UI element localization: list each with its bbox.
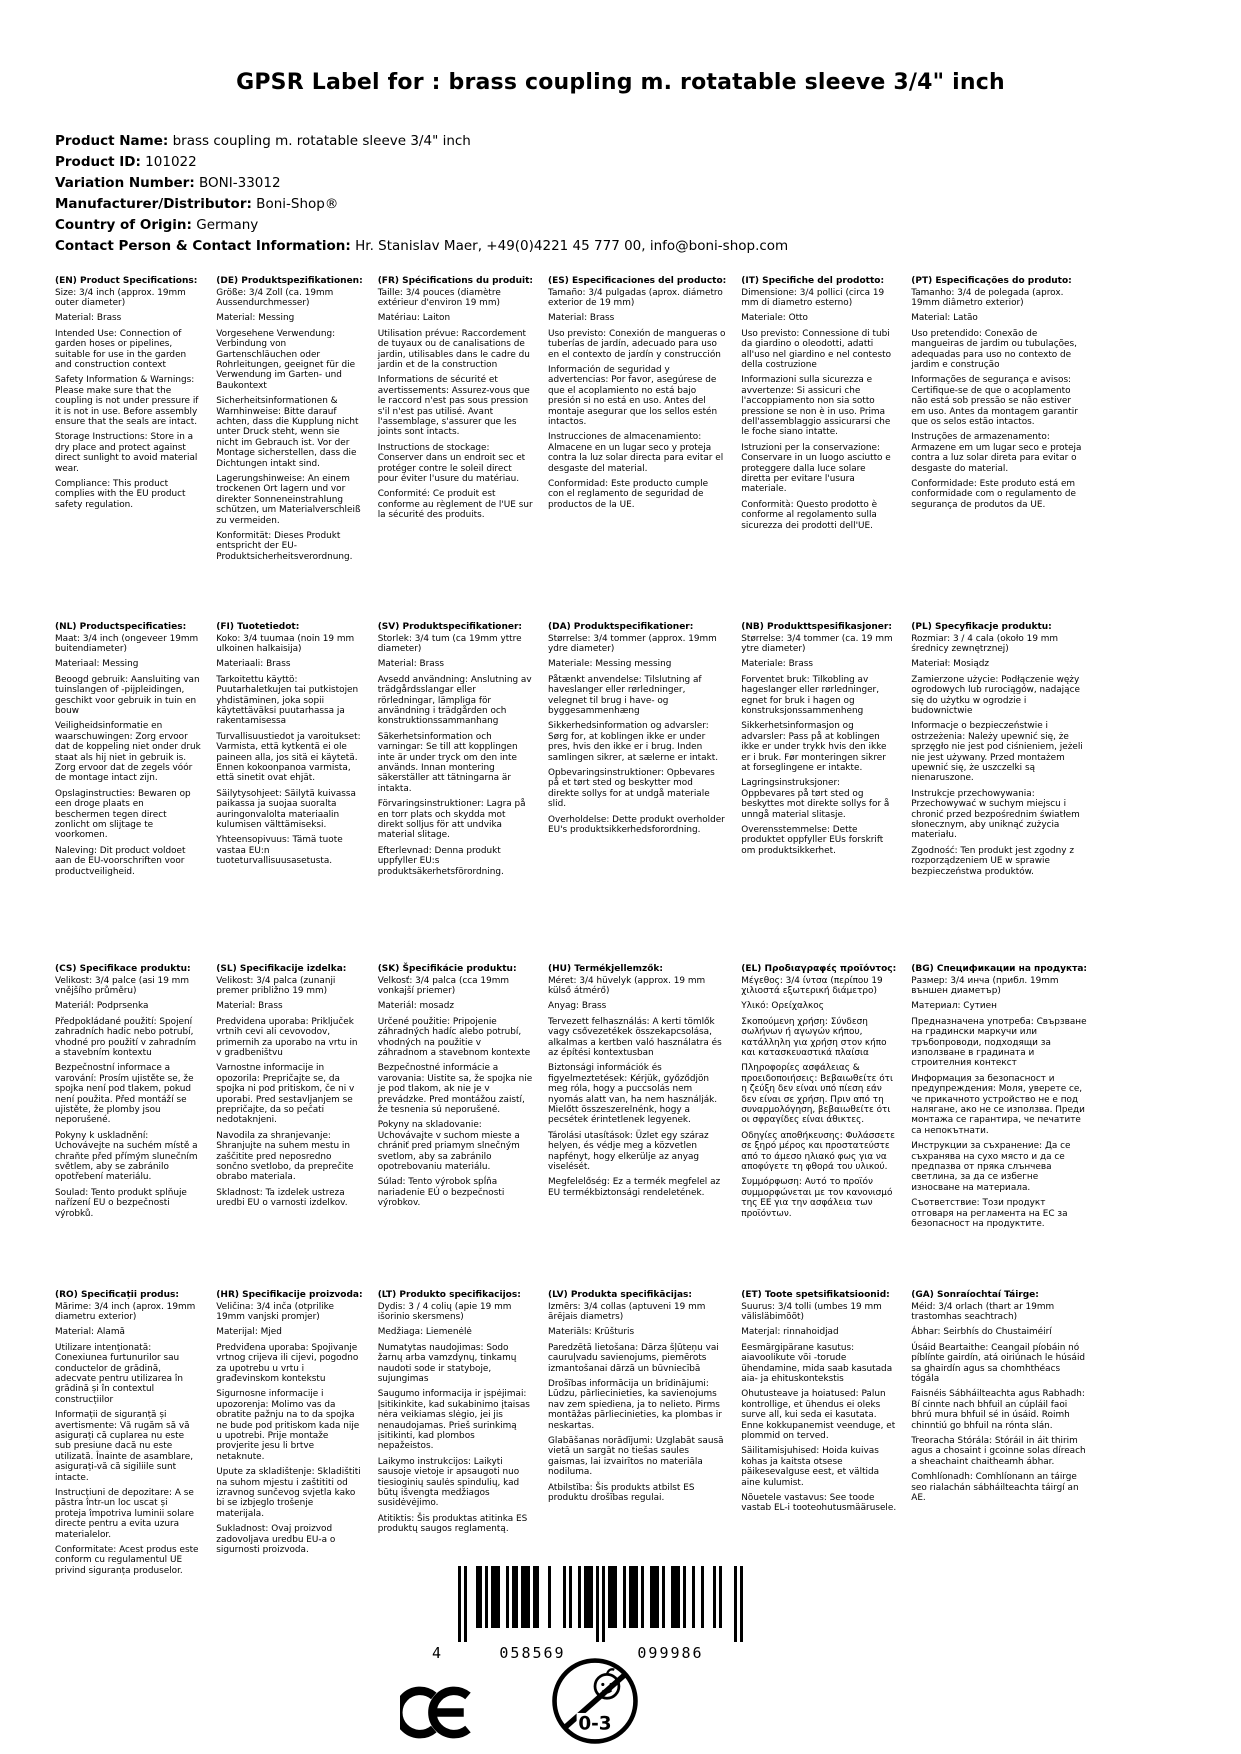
spec-paragraph: Sigurnosne informacije i upozorenja: Molimo vas da obratite pažnju na to da spojka ne bude pod pritiskom kada nije u upotrebi. Prije montaže provjerite jesu li brtve netaknute. xyxy=(216,1389,360,1462)
spec-paragraph: Instrucțiuni de depozitare: A se păstra într-un loc uscat și proteja împotriva luminii solare directe pentru a evita uzura materialelor. xyxy=(55,1488,194,1540)
spec-paragraph: Materiale: Brass xyxy=(741,659,814,670)
product-info-row xyxy=(55,152,788,173)
spec-paragraph: Drošības informācija un brīdinājumi: Lūdzu, pārliecinieties, ka savienojums nav zem spiediena, ja to nelieto. Pirms montāžas pārliecinieties, ka plombas ir neskartas. xyxy=(548,1378,722,1431)
product-info-value: Hr. Stanislav Maer, +49(0)4221 45 777 00, info@boni-shop.com xyxy=(350,238,789,254)
spec-paragraph: Materiał: Mosiądz xyxy=(911,659,990,670)
spec-paragraph: Uso previsto: Conexión de mangueras o tuberías de jardín, adecuado para uso en el contexto de jardín y construcción xyxy=(548,328,726,360)
spec-paragraph: Mărime: 3/4 inch (aprox. 19mm diametru exterior) xyxy=(55,1301,196,1322)
spec-paragraph: Bezpečnostní informace a varování: Prosím ujistěte se, že spojka není pod tlakem, pokud není použita. Před montáží se ujistěte, že plomby jsou neporušené. xyxy=(55,1063,194,1126)
spec-paragraph: Matériau: Laiton xyxy=(377,313,451,324)
spec-paragraph: Konformität: Dieses Produkt entspricht der EU-Produktsicherheitsverordnung. xyxy=(216,531,353,562)
spec-paragraph: Faisnéis Sábháilteachta agus Rabhadh: Bí cinnte nach bhfuil an cúpláil faoi bhrú mura bhfuil sé in úsáid. Roimh chinntiú go bhfuil na rónta slán. xyxy=(911,1389,1085,1431)
product-info-row xyxy=(55,215,788,236)
spec-paragraph: Velkosť: 3/4 palca (cca 19mm vonkajší priemer) xyxy=(377,975,510,996)
spec-paragraph: Saugumo informacija ir įspėjimai: Įsitikinkite, kad sukabinimo įtaisas nėra veikiamas slėgio, jei jis nenaudojamas. Prieš surinkimą įsitikinti, kad plombos nepažeistos. xyxy=(377,1389,530,1452)
spec-paragraph: Turvallisuustiedot ja varoitukset: Varmista, että kytkentä ei ole paineen alla, jos sitä ei käytetä. Ennen kokoonpanoa varmista, että sinetit ovat ehjät. xyxy=(216,731,361,784)
product-info-label: Variation Number: xyxy=(55,175,195,191)
spec-paragraph: Sikkerhedsinformation og advarsler: Sørg for, at koblingen ikke er under pres, hvis den ikke er i brug. Inden samlingen sikrer, at sælerne er intakt. xyxy=(548,721,719,763)
spec-paragraph: Predvidena uporaba: Priključek vrtnih cevi ali cevovodov, primernih za uporabo na vrtu in v gradbeništvu xyxy=(216,1016,358,1058)
spec-paragraph: Avsedd användning: Anslutning av trädgårdsslangar eller rörledningar, lämpliga för användning i trädgården och konstruktionssammanhang xyxy=(377,674,532,727)
spec-paragraph: Instructions de stockage: Conserver dans un endroit sec et protéger contre le soleil direct pour éviter l'usure du matériau. xyxy=(377,442,526,485)
spec-paragraph: Størrelse: 3/4 tommer (approx. 19mm ydre diameter) xyxy=(548,633,717,654)
spec-paragraph: Съответствие: Този продукт отговаря на регламента на ЕС за безопасност на продуктите. xyxy=(911,1198,1068,1230)
spec-paragraph: Υλικό: Ορείχαλκος xyxy=(741,1001,824,1012)
spec-paragraph: Material: Messing xyxy=(216,313,295,324)
product-info-value: Germany xyxy=(191,217,259,233)
spec-paragraph: Conformità: Questo prodotto è conforme al regolamento sulla sicurezza dei prodotti dell'UE. xyxy=(741,499,878,531)
spec-paragraph: Instrukcje przechowywania: Przechowywać w suchym miejscu i chronić przed bezpośrednim światłem słonecznym, aby uniknąć zużycia materiału. xyxy=(911,788,1080,841)
spec-paragraph: Atbilstība: Šis produkts atbilst ES produktu drošības regulai. xyxy=(548,1482,695,1504)
lang-heading: (LV) Produkta specifikācijas: xyxy=(548,1290,692,1300)
lang-block-ro xyxy=(55,1290,201,1581)
lang-heading: (BG) Спецификации на продукта: xyxy=(911,964,1087,974)
spec-paragraph: Veličina: 3/4 inča (otprilike 19mm vanjski promjer) xyxy=(216,1301,334,1322)
spec-paragraph: Storage Instructions: Store in a dry place and protect against direct sunlight to avoid material wear. xyxy=(55,432,198,474)
lang-heading: (PT) Especificações do produto: xyxy=(911,276,1072,286)
spec-paragraph: Μέγεθος: 3/4 ίντσα (περίπου 19 χιλιοστά εξωτερική διάμετρο) xyxy=(741,975,883,996)
lang-heading: (FI) Tuotetiedot: xyxy=(216,622,300,632)
lang-heading: (CS) Specifikace produktu: xyxy=(55,964,191,974)
spec-paragraph: Größe: 3/4 Zoll (ca. 19mm Aussendurchmesser) xyxy=(216,287,334,308)
product-info-label: Product Name: xyxy=(55,133,169,149)
spec-paragraph: Conformité: Ce produit est conforme au règlement de l'UE sur la sécurité des produits. xyxy=(377,489,533,521)
spec-paragraph: Tárolási utasítások: Üzlet egy száraz helyen, és védje meg a közvetlen napfényt, hogy elkerülje az anyag viselését. xyxy=(548,1130,709,1173)
language-specs-grid xyxy=(55,276,1087,1581)
spec-paragraph: Safety Information & Warnings: Please make sure that the coupling is not under pressure if it is not in use. Before assembly ensure that the seals are intact. xyxy=(55,375,199,427)
spec-paragraph: Materjal: rinnahoidjad xyxy=(741,1327,839,1338)
product-info-label: Manufacturer/Distributor: xyxy=(55,196,252,212)
lang-block-it xyxy=(741,276,896,622)
spec-paragraph: Materiál: Podprsenka xyxy=(55,1001,149,1012)
spec-paragraph: Информация за безопасност и предупреждения: Моля, уверете се, че прикачното устройство не е под налягане, ако не се използва. Преди монтажа се гарантира, че печатите са непокътнати. xyxy=(911,1073,1085,1136)
spec-paragraph: Material: Brass xyxy=(377,659,444,670)
spec-paragraph: Utilizare intenționată: Conexiunea furtunurilor sau conductelor de grădină, adecvate pentru utilizarea în grădină și în contextul construcțiilor xyxy=(55,1342,184,1405)
ce-mark-icon xyxy=(400,1684,474,1745)
spec-paragraph: Materijal: Mjed xyxy=(216,1327,282,1338)
spec-paragraph: Atitiktis: Šis produktas atitinka ES produktų saugos reglamentą. xyxy=(377,1513,528,1535)
spec-paragraph: Bezpečnostné informácie a varovania: Uistite sa, že spojka nie je pod tlakom, ak nie je v prevádzke. Pred montážou zaistí, že tesnenia sú neporušené. xyxy=(377,1063,533,1115)
lang-block-da xyxy=(548,622,726,964)
spec-paragraph: Tervezett felhasználás: A kerti tömlők vagy csővezetékek összekapcsolása, alkalmas a kertben való használatra és az építési kontextusban xyxy=(548,1016,722,1058)
lang-block-sk xyxy=(378,964,533,1290)
lang-block-en xyxy=(55,276,201,622)
spec-paragraph: Οδηγίες αποθήκευσης: Φυλάσσετε σε ξηρό μέρος και προστατεύστε από το άμεσο ηλιακό φως για να αποφύγετε τη φθορά του υλικού. xyxy=(741,1130,895,1173)
barcode-first-digit: 4 xyxy=(432,1644,442,1662)
spec-paragraph: Materiale: Otto xyxy=(741,313,808,324)
spec-paragraph: Istruzioni per la conservazione: Conservare in un luogo asciutto e proteggere dalla luce solare diretta per evitare l'usura materiale. xyxy=(741,442,891,495)
lang-block-es xyxy=(548,276,726,622)
spec-paragraph: Varnostne informacije in opozorila: Prepričajte se, da spojka ni pod pritiskom, če ni v uporabi. Pred sestavljanjem se prepričajte, da so pečati nedotaknjeni. xyxy=(216,1063,355,1126)
lang-block-fi xyxy=(216,622,362,964)
spec-paragraph: Méid: 3/4 orlach (thart ar 19mm trastomhas seachtrach) xyxy=(911,1301,1055,1322)
spec-paragraph: Určené použitie: Pripojenie záhradných hadíc alebo potrubí, vhodných na použitie v záhradnom a stavebnom kontexte xyxy=(377,1016,531,1058)
spec-paragraph: Predviđena uporaba: Spojivanje vrtnog crijeva ili cijevi, pogodno za upotrebu u vrtu i građevinskom kontekstu xyxy=(216,1342,359,1384)
lang-heading: (LT) Produkto specifikacijos: xyxy=(377,1290,521,1300)
lang-block-nl xyxy=(55,622,201,964)
spec-paragraph: Velikost: 3/4 palca (zunanji premer približno 19 mm) xyxy=(216,975,336,996)
lang-block-hr xyxy=(216,1290,362,1581)
spec-paragraph: Megfelelőség: Ez a termék megfelel az EU termékbiztonsági rendeletének. xyxy=(548,1177,721,1198)
spec-paragraph: Velikost: 3/4 palce (asi 19 mm vnějšího průměru) xyxy=(55,975,189,996)
lang-heading: (NL) Productspecificaties: xyxy=(55,622,187,632)
lang-heading: (HU) Termékjellemzők: xyxy=(548,964,664,974)
spec-paragraph: Sicherheitsinformationen & Warnhinweise: Bitte darauf achten, dass die Kupplung nicht unter Druck steht, wenn sie nicht im Gebrauch ist. Vor der Montage sicherstellen, dass die Dichtungen intakt sind. xyxy=(216,396,359,469)
lang-block-el xyxy=(741,964,896,1290)
spec-paragraph: Glabāšanas norādījumi: Uzglabāt sausā vietā un sargāt no tiešas saules gaismas, lai izvairītos no materiāla nodiluma. xyxy=(548,1435,724,1478)
spec-paragraph: Nõuetele vastavus: See toode vastab EL-i tooteohutusmäärusele. xyxy=(741,1493,897,1514)
spec-paragraph: Beoogd gebruik: Aansluiting van tuinslangen of -pijpleidingen, geschikt voor gebruik in tuin en bouw xyxy=(55,674,200,716)
spec-paragraph: Материал: Сутиен xyxy=(911,1001,997,1012)
product-info-row xyxy=(55,236,788,257)
spec-paragraph: Soulad: Tento produkt splňuje nařízení EU o bezpečnosti výrobků. xyxy=(55,1187,187,1219)
spec-paragraph: Koko: 3/4 tuumaa (noin 19 mm ulkoinen halkaisija) xyxy=(216,633,355,654)
barcode-bars-icon xyxy=(458,1566,743,1642)
spec-paragraph: Πληροφορίες ασφάλειας & προειδοποιήσεις: Βεβαιωθείτε ότι η ζεύξη δεν είναι υπό πίεση εάν δεν είναι σε χρήση. Πριν από τη συναρμολόγηση, βεβαιωθείτε ότι οι σφραγίδες είναι άθικτες. xyxy=(741,1063,893,1126)
spec-paragraph: Forventet bruk: Tilkobling av hageslanger eller rørledninger, egnet for bruk i hagen og konstruksjonssammenheng xyxy=(741,674,880,716)
spec-paragraph: Pokyny k uskladnění: Uchovávejte na suchém místě a chraňte před přímým slunečním světlem, aby se zabránilo opotřebení materiálu. xyxy=(55,1130,198,1183)
spec-paragraph: Dimensione: 3/4 pollici (circa 19 mm di diametro esterno) xyxy=(741,287,885,308)
spec-paragraph: Veiligheidsinformatie en waarschuwingen: Zorg ervoor dat de koppeling niet onder druk staat als hij niet in gebruik is. Zorg ervoor dat de zegels vóór de montage intact zijn. xyxy=(55,721,201,784)
spec-paragraph: Utilisation prévue: Raccordement de tuyaux ou de canalisations de jardin, utilisables dans le cadre du jardin et de la construction xyxy=(377,328,530,370)
lang-block-et xyxy=(741,1290,896,1581)
spec-paragraph: Rozmiar: 3 / 4 cala (około 19 mm średnicy zewnętrznej) xyxy=(911,633,1059,654)
spec-paragraph: Laikymo instrukcijos: Laikyti sausoje vietoje ir apsaugoti nuo tiesioginių saulės spindulių, kad būtų išvengta medžiagos susidėvėjimo. xyxy=(377,1456,520,1509)
page-title: GPSR Label for : brass coupling m. rotatable sleeve 3/4" inch xyxy=(236,70,1005,95)
product-info-row xyxy=(55,131,788,152)
spec-paragraph: Påtænkt anvendelse: Tilslutning af haveslanger eller rørledninger, velegnet til brug i have- og byggesammenhæng xyxy=(548,674,702,716)
lang-heading: (SL) Specifikacije izdelka: xyxy=(216,964,347,974)
spec-paragraph: Opslaginstructies: Bewaren op een droge plaats en beschermen tegen direct zonlicht om slijtage te voorkomen. xyxy=(55,788,191,841)
spec-paragraph: Upute za skladištenje: Skladištiti na suhom mjestu i zaštititi od izravnog sunčevog svjetla kako bi se izbjeglo trošenje materijala. xyxy=(216,1467,361,1519)
spec-paragraph: Lagerungshinweise: An einem trockenen Ort lagern und vor direkter Sonneneinstrahlung schützen, um Materialverschleiß zu vermeiden. xyxy=(216,474,361,526)
spec-paragraph: Overholdelse: Dette produkt overholder EU's produktsikkerhedsforordning. xyxy=(548,814,725,836)
spec-paragraph: Size: 3/4 inch (approx. 19mm outer diameter) xyxy=(55,287,186,308)
spec-paragraph: Materiale: Messing messing xyxy=(548,659,672,670)
spec-paragraph: Instrucciones de almacenamiento: Almacene en un lugar seco y proteja contra la luz solar directa para evitar el desgaste del material. xyxy=(548,432,724,474)
spec-paragraph: Materiāls: Krūšturis xyxy=(548,1327,635,1338)
spec-paragraph: Material: Brass xyxy=(216,1001,283,1012)
product-info-row xyxy=(55,194,788,215)
spec-paragraph: Eesmärgipärane kasutus: aiavoolikute või -torude ühendamine, mida saab kasutada aia- ja ehituskontekstis xyxy=(741,1342,893,1384)
spec-paragraph: Paredzētā lietošana: Dārza šļūteņu vai cauruļvadu savienojums, piemērots izmantošanai dārzā un būvniecībā xyxy=(548,1342,719,1374)
spec-paragraph: Conformidad: Este producto cumple con el reglamento de seguridad de productos de la UE. xyxy=(548,479,709,510)
spec-paragraph: Informazioni sulla sicurezza e avvertenze: Si assicuri che l'accoppiamento non sia sotto pressione se non è in uso. Prima dell'assemblaggio assicurarsi che le foche siano intatte. xyxy=(741,375,891,438)
spec-paragraph: Sikkerhetsinformasjon og advarsler: Pass på at koblingen ikke er under trykk hvis den ikke er i bruk. Før monteringen sikrer at forseglingene er intakte. xyxy=(741,721,887,773)
lang-heading: (IT) Specifiche del prodotto: xyxy=(741,276,885,286)
spec-paragraph: Compliance: This product complies with the EU product safety regulation. xyxy=(55,479,186,510)
spec-paragraph: Información de seguridad y advertencias: Por favor, asegúrese de que el acoplamiento no está bajo presión si no está en uso. Antes del montaje asegurar que los sellos estén intactos. xyxy=(548,364,718,427)
spec-paragraph: Navodila za shranjevanje: Shranjujte na suhem mestu in zaščitite pred neposredno sončno svetlobo, da preprečite obrabo materiala. xyxy=(216,1130,354,1183)
lang-block-sv xyxy=(378,622,533,964)
spec-paragraph: Úsáid Beartaithe: Ceangail píobáin nó píblínte gairdín, atá oiriúnach le húsáid sa ghairdín agus sa chomhthéacs tógála xyxy=(911,1342,1086,1384)
lang-block-sl xyxy=(216,964,362,1290)
lang-block-de xyxy=(216,276,362,622)
lang-block-ga xyxy=(911,1290,1087,1581)
product-info-value: Boni-Shop® xyxy=(251,196,339,212)
spec-paragraph: Instruções de armazenamento: Armazene em um lugar seco e proteja contra a luz solar direta para evitar o desgaste do material. xyxy=(911,432,1082,474)
spec-paragraph: Storlek: 3/4 tum (ca 19mm yttre diameter) xyxy=(377,633,522,654)
spec-paragraph: Vorgesehene Verwendung: Verbindung von Gartenschläuchen oder Rohrleitungen, geeignet für die Verwendung im Garten- und Baukontext xyxy=(216,328,356,391)
lang-heading: (HR) Specifikacije proizvoda: xyxy=(216,1290,363,1300)
spec-paragraph: Naleving: Dit product voldoet aan de EU-voorschriften voor productveiligheid. xyxy=(55,845,186,877)
product-info-label: Contact Person & Contact Information: xyxy=(55,238,351,254)
spec-paragraph: Dydis: 3 / 4 colių (apie 19 mm išorinio skersmens) xyxy=(377,1301,512,1322)
spec-paragraph: Zamierzone użycie: Podłączenie węży ogrodowych lub rurociągów, nadające się do użytku w ogrodzie i budownictwie xyxy=(911,674,1080,716)
spec-paragraph: Skladnost: Ta izdelek ustreza uredbi EU o varnosti izdelkov. xyxy=(216,1187,348,1209)
lang-heading: (EN) Product Specifications: xyxy=(55,276,198,286)
lang-heading: (SV) Produktspecifikationer: xyxy=(377,622,523,632)
spec-paragraph: Säkerhetsinformation och varningar: Se till att kopplingen inte är under tryck om den inte används. Innan montering säkerställer att tätningarna är intakta. xyxy=(377,731,518,794)
spec-paragraph: Συμμόρφωση: Αυτό το προϊόν συμμορφώνεται με τον κανονισμό της ΕΕ για την ασφάλεια των προϊόντων. xyxy=(741,1177,893,1219)
spec-paragraph: Opbevaringsinstruktioner: Opbevares på et tørt sted og beskytter mod direkte sollys for at undgå materiale slid. xyxy=(548,767,715,810)
lang-heading: (DA) Produktspecifikationer: xyxy=(548,622,694,632)
spec-paragraph: Anyag: Brass xyxy=(548,1001,607,1012)
spec-paragraph: Förvaringsinstruktioner: Lagra på en torr plats och skydda mot direkt solljus för att undvika material slitage. xyxy=(377,799,526,841)
spec-paragraph: Maat: 3/4 inch (ongeveer 19mm buitendiameter) xyxy=(55,633,199,654)
spec-paragraph: Säilytysohjeet: Säilytä kuivassa paikassa ja suojaa suoralta auringonvalolta materiaalin kulumisen välttämiseksi. xyxy=(216,788,356,831)
spec-paragraph: Overensstemmelse: Dette produktet oppfyller EUs forskrift om produktsikkerhet. xyxy=(741,825,884,856)
lang-heading: (ET) Toote spetsifikatsioonid: xyxy=(741,1290,890,1300)
spec-paragraph: Uso previsto: Connessione di tubi da giardino o oleodotti, adatti all'uso nel giardino e nel contesto della costruzione xyxy=(741,328,892,370)
spec-paragraph: Предназначена употреба: Свързване на градински маркучи или тръбопроводи, подходящи за използване в градината и строителния контекст xyxy=(911,1016,1087,1069)
spec-paragraph: Súlad: Tento výrobok spĺňa nariadenie EÚ o bezpečnosti výrobkov. xyxy=(377,1177,505,1209)
spec-paragraph: Comhlíonadh: Comhlíonann an táirge seo rialachán sábháilteachta táirgí an AE. xyxy=(911,1472,1079,1504)
spec-paragraph: Taille: 3/4 pouces (diamètre extérieur d'environ 19 mm) xyxy=(377,287,501,308)
product-info-row xyxy=(55,173,788,194)
lang-heading: (DE) Produktspezifikationen: xyxy=(216,276,363,286)
spec-paragraph: Intended Use: Connection of garden hoses or pipelines, suitable for use in the garden and construction context xyxy=(55,328,187,370)
lang-block-nb xyxy=(741,622,896,964)
spec-paragraph: Méret: 3/4 hüvelyk (approx. 19 mm külső átmérő) xyxy=(548,975,706,996)
spec-paragraph: Material: Alamă xyxy=(55,1327,125,1338)
spec-paragraph: Informações de segurança e avisos: Certifique-se de que o acoplamento não está sob pressão se não estiver em uso. Antes da montagem garantir que os selos estão intactos. xyxy=(911,375,1078,427)
barcode-group-2: 099986 xyxy=(637,1644,704,1662)
lang-heading: (GA) Sonraíochtaí Táirge: xyxy=(911,1290,1039,1300)
lang-heading: (RO) Specificații produs: xyxy=(55,1290,179,1300)
spec-paragraph: Materiál: mosadz xyxy=(377,1001,454,1012)
lang-block-cs xyxy=(55,964,201,1290)
lang-heading: (ES) Especificaciones del producto: xyxy=(548,276,727,286)
product-info-value: brass coupling m. rotatable sleeve 3/4" inch xyxy=(168,133,471,149)
spec-paragraph: Ohutusteave ja hoiatused: Palun kontrollige, et ühendus ei oleks surve all, kui seda ei kasutata. Enne kokkupanemist veenduge, et plommid on terved. xyxy=(741,1389,896,1441)
spec-paragraph: Informații de siguranță și avertismente: Vă rugăm să vă asigurați că cuplarea nu este sub presiune dacă nu este utilizată. Înainte de asamblare, asigurați-vă că sigiliile sunt intacte. xyxy=(55,1410,194,1483)
product-info-value: 101022 xyxy=(140,154,197,170)
lang-block-pt xyxy=(911,276,1087,622)
spec-paragraph: Treoracha Stórála: Stóráil in áit thirim agus a chosaint i gcoinne solas díreach a sheachaint chaitheamh ábhar. xyxy=(911,1435,1086,1467)
spec-paragraph: Инструкции за съхранение: Да се съхранява на сухо място и да се предпазва от пряка слънчева светлина, за да се избегне износване на материала. xyxy=(911,1141,1071,1193)
spec-paragraph: Ábhar: Seirbhís do Chustaiméirí xyxy=(911,1327,1052,1338)
spec-paragraph: Suurus: 3/4 tolli (umbes 19 mm välisläbimõõt) xyxy=(741,1301,882,1322)
product-info-label: Product ID: xyxy=(55,154,141,170)
spec-paragraph: Sukladnost: Ovaj proizvod zadovoljava uredbu EU-a o sigurnosti proizvoda. xyxy=(216,1524,336,1556)
spec-paragraph: Tamaño: 3/4 pulgadas (aprox. diámetro exterior de 19 mm) xyxy=(548,287,723,308)
spec-paragraph: Biztonsági információk és figyelmeztetések: Kérjük, győződjön meg róla, hogy a puccsolás nem nyomás alatt van, ha nem használják. Mielőtt összeszerelnénk, hogy a pecsétek érintetlenek legyenek. xyxy=(548,1063,718,1126)
spec-paragraph: Material: Latão xyxy=(911,313,978,324)
spec-paragraph: Numatytas naudojimas: Sodo žarnų arba vamzdynų, tinkamų naudoti sode ir statyboje, sujungimas xyxy=(377,1342,517,1384)
spec-paragraph: Yhteensopivuus: Tämä tuote vastaa EU:n tuoteturvallisuusasetusta. xyxy=(216,835,343,867)
spec-paragraph: Předpokládané použití: Spojení zahradních hadic nebo potrubí, vhodné pro použití v zahradním a stavebním kontextu xyxy=(55,1016,197,1058)
spec-paragraph: Säilitamisjuhised: Hoida kuivas kohas ja kaitsta otsese päikesevalguse eest, et vältida aine kulumist. xyxy=(741,1446,880,1488)
spec-paragraph: Zgodność: Ten produkt jest zgodny z rozporządzeniem UE w sprawie bezpieczeństwa produktów. xyxy=(911,845,1074,877)
lang-heading: (EL) Προδιαγραφές προϊόντος: xyxy=(741,964,897,974)
spec-paragraph: Σκοπούμενη χρήση: Σύνδεση σωλήνων ή αγωγών κήπου, κατάλληλη για χρήση στον κήπο και κατασκευαστικά πλαίσια xyxy=(741,1016,887,1058)
lang-block-lt xyxy=(378,1290,533,1581)
lang-block-fr xyxy=(378,276,533,622)
barcode-group-1: 058569 xyxy=(499,1644,566,1662)
spec-paragraph: Izmērs: 3/4 collas (aptuveni 19 mm ārējais diametrs) xyxy=(548,1301,706,1322)
ean-barcode xyxy=(432,1566,743,1666)
lang-heading: (PL) Specyfikacje produktu: xyxy=(911,622,1052,632)
spec-paragraph: Informacje o bezpieczeństwie i ostrzeżenia: Należy upewnić się, że sprzęgło nie jest pod ciśnieniem, jeżeli nie jest używany. Przed montażem upewnić się, że uszczelki są nienaruszone. xyxy=(911,721,1083,784)
spec-paragraph: Størrelse: 3/4 tommer (ca. 19 mm ytre diameter) xyxy=(741,633,893,654)
spec-paragraph: Materiaal: Messing xyxy=(55,659,139,670)
spec-paragraph: Material: Brass xyxy=(548,313,615,324)
product-info xyxy=(55,131,788,257)
lang-heading: (SK) Špecifikácie produktu: xyxy=(377,964,517,974)
age-range-label: 0-3 xyxy=(578,1713,612,1735)
lang-block-bg xyxy=(911,964,1087,1290)
lang-block-pl xyxy=(911,622,1087,964)
spec-paragraph: Lagringsinstruksjoner: Oppbevares på tørt sted og beskyttes mot direkte sollys for å unngå material slitasje. xyxy=(741,778,890,820)
spec-paragraph: Efterlevnad: Denna produkt uppfyller EU:s produktsäkerhetsförordning. xyxy=(377,845,504,877)
lang-heading: (NB) Produkttspesifikasjoner: xyxy=(741,622,892,632)
spec-paragraph: Informations de sécurité et avertissements: Assurez-vous que le raccord n'est pas sous pression s'il n'est pas utilisé. Avant l'assemblage, s'assurer que les joints sont intacts. xyxy=(377,375,530,438)
spec-paragraph: Conformitate: Acest produs este conform cu regulamentul UE privind siguranța produselor. xyxy=(55,1545,199,1576)
product-info-value: BONI-33012 xyxy=(194,175,281,191)
spec-paragraph: Uso pretendido: Conexão de mangueiras de jardim ou tubulações, adequadas para uso no contexto de jardim e construção xyxy=(911,328,1077,370)
age-warning-0-3-icon xyxy=(549,1655,641,1751)
lang-heading: (FR) Spécifications du produit: xyxy=(377,276,534,286)
spec-paragraph: Conformidade: Este produto está em conformidade com o regulamento de segurança de produtos da UE. xyxy=(911,479,1076,510)
spec-paragraph: Tamanho: 3/4 de polegada (aprox. 19mm diâmetro exterior) xyxy=(911,287,1064,308)
spec-paragraph: Tarkoitettu käyttö: Puutarhaletkujen tai putkistojen yhdistäminen, joka sopii käytettäväksi puutarhassa ja rakentamisessa xyxy=(216,674,359,727)
lang-block-lv xyxy=(548,1290,726,1581)
product-info-label: Country of Origin: xyxy=(55,217,192,233)
spec-paragraph: Medžiaga: Liemenėlė xyxy=(377,1327,472,1338)
spec-paragraph: Material: Brass xyxy=(55,313,122,324)
spec-paragraph: Pokyny na skladovanie: Uchovávajte v suchom mieste a chrániť pred priamym slnečným svetlom, aby sa zabránilo opotrebovaniu materiálu. xyxy=(377,1120,520,1173)
spec-paragraph: Materiaali: Brass xyxy=(216,659,291,670)
spec-paragraph: Размер: 3/4 инча (прибл. 19mm външен диаметър) xyxy=(911,975,1059,996)
lang-block-hu xyxy=(548,964,726,1290)
